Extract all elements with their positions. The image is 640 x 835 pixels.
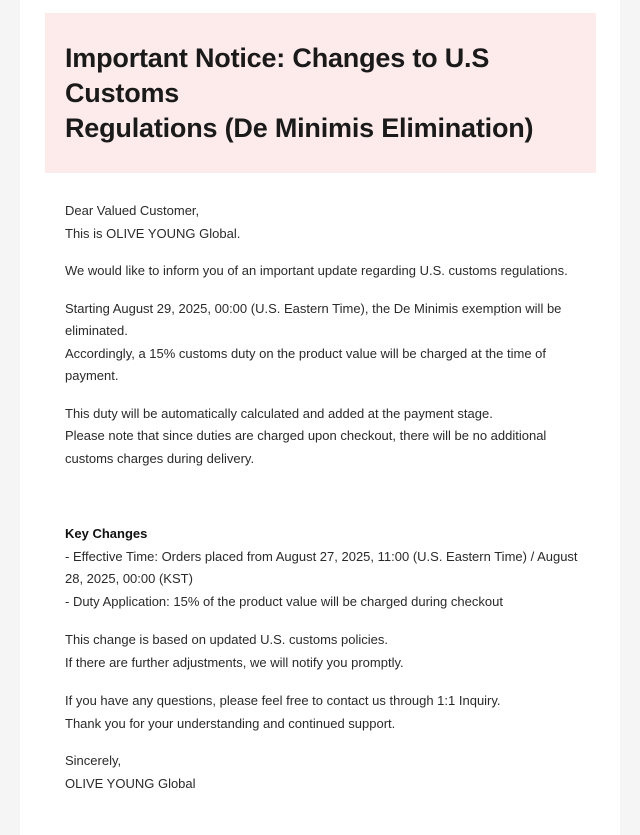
key-change-item: - Effective Time: Orders placed from August 27, 2025, 11:00 (U.S. Eastern Time) / August 28, 2025, 00:00 (KST) (65, 548, 578, 586)
auto-calc-paragraph: This duty will be automatically calculated and added at the payment stage. (65, 405, 493, 421)
inform-paragraph: We would like to inform you of an important update regarding U.S. customs regulations. (65, 263, 568, 278)
notice-body (65, 200, 595, 795)
thanks-paragraph: Thank you for your understanding and continued support. (65, 715, 396, 731)
title-line: Important Notice: Changes to U.S (65, 43, 490, 73)
title-line: Regulations (De Minimis Elimination) (65, 113, 534, 143)
notice-title (65, 41, 576, 146)
key-change-item: - Duty Application: 15% of the product value will be charged during checkout (65, 593, 503, 609)
closing: Sincerely, (65, 753, 122, 768)
starting-paragraph: Starting August 29, 2025, 00:00 (U.S. Eastern Time), the De Minimis exemption will be eliminated. (65, 300, 562, 338)
notice-page (20, 0, 620, 835)
questions-paragraph: If you have any questions, please feel free to contact us through 1:1 Inquiry. (65, 693, 501, 708)
notice-header (45, 13, 596, 173)
based-on-paragraph: This change is based on updated U.S. customs policies. (65, 632, 389, 647)
greeting: Dear Valued Customer, (65, 203, 200, 218)
intro: This is OLIVE YOUNG Global. (65, 225, 241, 241)
title-line: Customs (65, 78, 180, 108)
signature: OLIVE YOUNG Global (65, 775, 196, 791)
accordingly-paragraph: Accordingly, a 15% customs duty on the product value will be charged at the time of payment. (65, 345, 547, 383)
key-changes-heading: Key Changes (65, 526, 148, 541)
no-additional-paragraph: Please note that since duties are charged upon checkout, there will be no additional customs charges during delivery. (65, 428, 547, 466)
further-paragraph: If there are further adjustments, we will notify you promptly. (65, 654, 404, 670)
